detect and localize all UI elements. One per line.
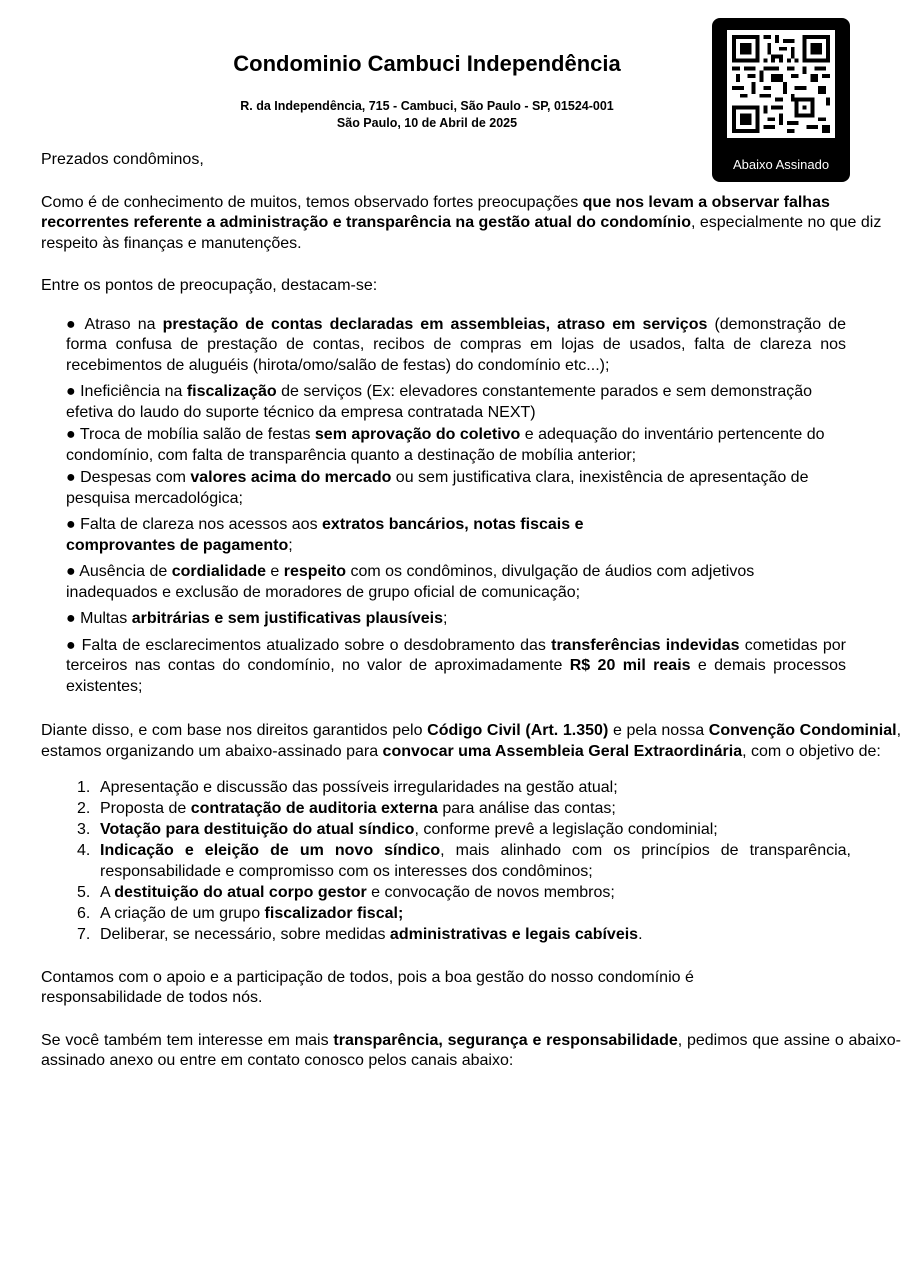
list-item: 3. Votação para destituição do atual síndico, conforme prevê a legislação condominial; bbox=[77, 821, 718, 838]
list-item: 2. Proposta de contratação de auditoria externa para análise das contas; bbox=[77, 800, 616, 817]
list-item: 5. A destituição do atual corpo gestor e convocação de novos membros; bbox=[77, 883, 615, 901]
date-line: São Paulo, 10 de Abril de 2025 bbox=[336, 116, 518, 130]
support-paragraph: Contamos com o apoio e a participação de todos, pois a boa gestão do nosso condomínio é responsabilidade de todos nós. bbox=[41, 968, 694, 1006]
legal-basis-paragraph: Diante disso, e com base nos direitos garantidos pelo Código Civil (Art. 1.350) e pela nossa Convenção Condominial, estamos organizando um abaixo-assinado para convocar uma Assembleia Geral Extraordinária, com o objetivo de: bbox=[41, 722, 902, 760]
objectives-list bbox=[41, 778, 901, 945]
qr-caption: Abaixo Assinado bbox=[732, 157, 830, 172]
list-item: 1. Apresentação e discussão das possíveis irregularidades na gestão atual; bbox=[77, 779, 618, 796]
list-item: 6. A criação de um grupo fiscalizador fiscal; bbox=[77, 904, 404, 922]
concerns-list bbox=[41, 315, 901, 698]
list-item: ● Troca de mobília salão de festas sem aprovação do coletivo e adequação do inventário pertencente do condomínio, com falta de transparência quanto a destinação de mobília anterior; bbox=[66, 426, 825, 464]
list-item: ● Falta de clareza nos acessos aos extratos bancários, notas fiscais e comprovantes de pagamento; bbox=[66, 516, 584, 554]
list-item: 7. Deliberar, se necessário, sobre medidas administrativas e legais cabíveis. bbox=[77, 925, 643, 943]
address-line: R. da Independência, 715 - Cambuci, São Paulo - SP, 01524-001 bbox=[240, 99, 614, 113]
qr-code-icon[interactable] bbox=[727, 30, 835, 138]
list-item: ● Multas arbitrárias e sem justificativas plausíveis; bbox=[66, 610, 448, 627]
greeting: Prezados condôminos, bbox=[41, 151, 204, 168]
letter-body bbox=[41, 150, 901, 1072]
intro-paragraph: Como é de conhecimento de muitos, temos observado fortes preocupações que nos levam a observar falhas recorrentes referente a administração e transparência na gestão atual do condomínio, especialmente no que diz respeito às finanças e manutenções. bbox=[41, 193, 882, 252]
document-title: Condominio Cambuci Independência bbox=[233, 51, 621, 76]
address-block bbox=[160, 98, 694, 132]
list-item: ● Ineficiência na fiscalização de serviços (Ex: elevadores constantemente parados e sem demonstração efetiva do laudo do suporte técnico da empresa contratada NEXT) bbox=[66, 383, 813, 421]
list-item: 4. Indicação e eleição de um novo síndico, mais alinhado com os princípios de transparência, responsabilidade e compromisso com os interesses dos condôminos; bbox=[77, 842, 852, 880]
list-item: ● Atraso na prestação de contas declaradas em assembleias, atraso em serviços (demonstração de forma confusa de prestação de contas, recibos de compras em lojas de usados, falta de clareza nos recebimentos de aluguéis (hirota/omo/salão de festas) do condomínio etc...); bbox=[66, 315, 847, 374]
points-intro: Entre os pontos de preocupação, destacam-se: bbox=[41, 277, 378, 294]
list-item: ● Falta de esclarecimentos atualizado sobre o desdobramento das transferências indevidas cometidas por terceiros nas contas do condomínio, no valor de aproximadamente R$ 20 mil reais e demais processos existentes; bbox=[66, 636, 846, 695]
closing-paragraph: Se você também tem interesse em mais transparência, segurança e responsabilidade, pedimos que assine o abaixo-assinado anexo ou entre em contato conosco pelos canais abaixo: bbox=[41, 1031, 901, 1069]
list-item: ● Despesas com valores acima do mercado ou sem justificativa clara, inexistência de apresentação de pesquisa mercadológica; bbox=[66, 469, 809, 507]
list-item: ● Ausência de cordialidade e respeito com os condôminos, divulgação de áudios com adjetivos inadequados e exclusão de moradores de grupo oficial de comunicação; bbox=[66, 563, 755, 601]
